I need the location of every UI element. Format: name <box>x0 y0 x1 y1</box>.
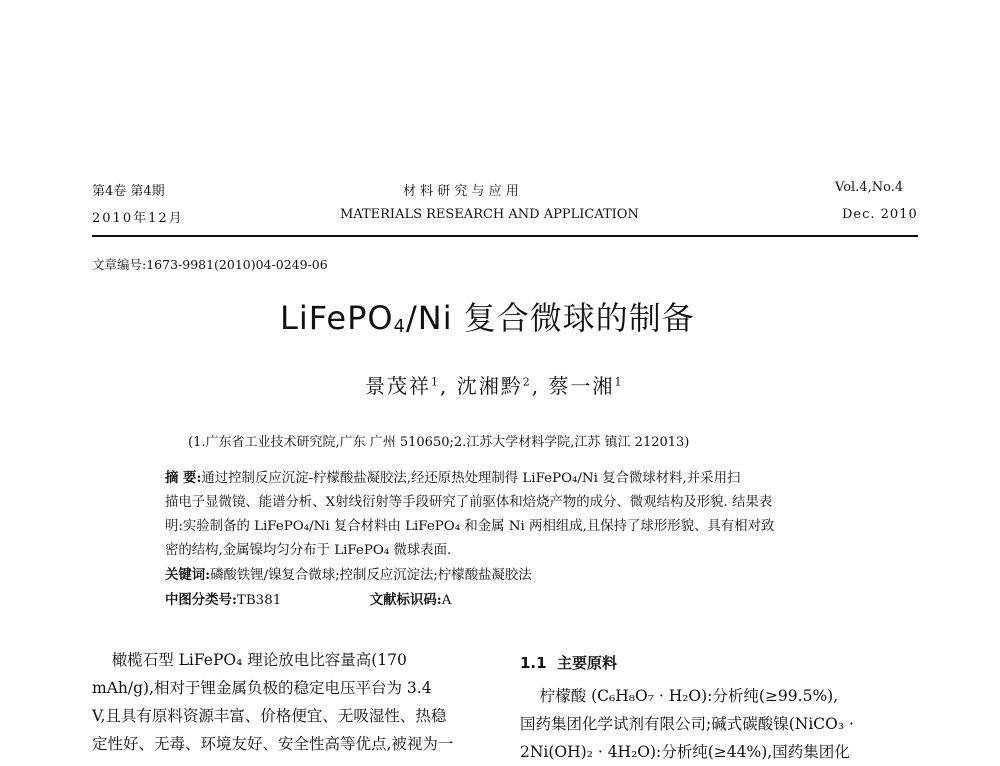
author-name: 蔡一湘 <box>548 374 615 398</box>
body-line: V,且具有原料资源丰富、价格便宜、无吸湿性、热稳 <box>92 707 447 725</box>
keywords-text: 磷酸铁锂/镍复合微球;控制反应沉淀法;柠檬酸盐凝胶法 <box>210 568 532 583</box>
abstract-block <box>165 466 865 613</box>
affiliation: (1.广东省工业技术研究院,广东 广州 510650;2.江苏大学材料学院,江苏 镇江 212013) <box>188 435 690 450</box>
journal-volume-issue: 第4卷 第4期 <box>92 184 165 199</box>
title-formula: LiFePO <box>280 299 394 337</box>
journal-title-en: MATERIALS RESEARCH AND APPLICATION <box>340 207 639 222</box>
body-line: 国药集团化学试剂有限公司;碱式碳酸镍(NiCO₃ · <box>520 715 854 733</box>
classification-label: 中图分类号: <box>165 592 237 608</box>
author-list: 景茂祥$^1$, 沈湘黔$^2$, 蔡一湘$^1$ <box>365 374 624 398</box>
body-line: mAh/g),相对于锂金属负极的稳定电压平台为 3.4 <box>92 679 432 697</box>
abstract-line: 密的结构,金属镍均匀分布于 LiFePO₄ 微球表面. <box>165 543 452 558</box>
section-heading-text: 1.1 主要原料 <box>520 654 618 672</box>
body-line: 定性好、无毒、环境友好、安全性高等优点,被视为一 <box>92 735 454 753</box>
abstract-line: 通过控制反应沉淀-柠檬酸盐凝胶法,经还原热处理制得 LiFePO₄/Ni 复合微球材料,并采用扫 <box>201 471 741 486</box>
author-affil-mark: 1 <box>431 375 440 389</box>
title-subscript: 4 <box>393 316 406 337</box>
doc-code-label: 文献标识码: <box>369 592 442 608</box>
author-affil-mark: 1 <box>614 375 624 389</box>
author-name: 景茂祥 <box>365 374 431 398</box>
body-line: 柠檬酸 (C₆H₈O₇ · H₂O):分析纯(≥99.5%), <box>520 687 839 705</box>
header-rule <box>92 235 918 237</box>
paper-title <box>280 293 695 339</box>
journal-volume-en: Vol.4,No.4 <box>835 180 904 195</box>
abstract-line: 明:实验制备的 LiFePO₄/Ni 复合材料由 LiFePO₄ 和金属 Ni 两相组成,且保持了球形形貌、具有相对致 <box>165 519 775 534</box>
body-right-column <box>520 682 854 766</box>
abstract-label: 摘 要: <box>165 470 202 486</box>
doc-code-value: A <box>441 593 452 608</box>
classification-value: TB381 <box>236 593 282 608</box>
journal-title-cn: 材 料 研 究 与 应 用 <box>403 184 519 199</box>
journal-date-cn: 2010年12月 <box>92 211 184 226</box>
title-rest: /Ni 复合微球的制备 <box>406 299 695 337</box>
body-line: 2Ni(OH)₂ · 4H₂O):分析纯(≥44%),国药集团化 <box>520 743 850 761</box>
body-line: 橄榄石型 LiFePO₄ 理论放电比容量高(170 <box>92 651 407 669</box>
keywords-label: 关键词: <box>165 567 211 583</box>
article-number: 文章编号:1673-9981(2010)04-0249-06 <box>92 257 328 272</box>
abstract-line: 描电子显微镜、能谱分析、X射线衍射等手段研究了前驱体和焙烧产物的成分、微观结构及形貌. 结果表 <box>165 495 773 510</box>
journal-date-en: Dec. 2010 <box>842 207 918 222</box>
section-heading <box>520 652 617 673</box>
author-affil-mark: 2 <box>522 375 532 389</box>
body-left-column <box>92 646 453 758</box>
author-name: 沈湘黔 <box>456 374 523 398</box>
